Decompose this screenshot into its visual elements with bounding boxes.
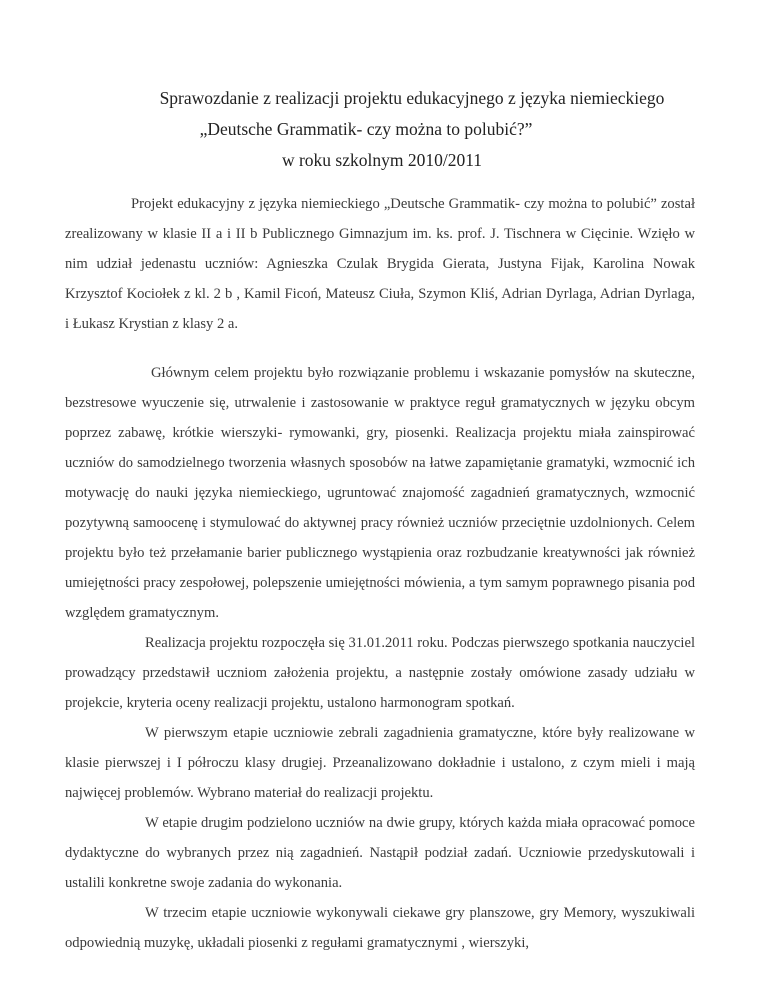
paragraph-participants: Projekt edukacyjny z języka niemieckiego „Deutsche Grammatik- czy można to polubić” został zrealizowany w klasie II a i II b Publicznego Gimnazjum im. ks. prof. J. Tischnera w Cięcinie. Wzięło w nim udział jedenastu uczniów: Agnieszka Czulak Brygida Gierata, Justyna Fijak, Karolina Nowak Krzysztof Kociołek z kl. 2 b , Kamil Ficoń, Mateusz Ciuła, Szymon Kliś, Adrian Dyrlaga, Adrian Dyrlaga, i Łukasz Krystian z klasy 2 a. — [65, 196, 695, 332]
paragraph-goals: Głównym celem projektu było rozwiązanie problemu i wskazanie pomysłów na skuteczne, bezstresowe wyuczenie się, utrwalenie i zastosowanie w praktyce reguł gramatycznych w języku obcym poprzez zabawę, krótkie wierszyki- rymowanki, gry, piosenki. Realizacja projektu miała zainspirować uczniów do samodzielnego tworzenia własnych sposobów na łatwe zapamiętanie gramatyki, wzmocnić ich motywację do nauki języka niemieckiego, ugruntować znajomość zagadnień gramatycznych, wzmocnić pozytywną samoocenę i stymulować do aktywnej pracy również uczniów przeciętnie uzdolnionych. Celem projektu było też przełamanie barier publicznego wystąpienia oraz rozbudzanie kreatywności jak również umiejętności pracy zespołowej, polepszenie umiejętności mówienia, a tym samym poprawnego pisania pod względem gramatycznym. — [65, 365, 695, 621]
document-body — [65, 189, 695, 958]
paragraph-stage-2: W etapie drugim podzielono uczniów na dwie grupy, których każda miała opracować pomoce dydaktyczne do wybranych przez nią zagadnień. Nastąpił podział zadań. Uczniowie przedyskutowali i ustalili konkretne swoje zadania do wykonania. — [65, 815, 695, 891]
paragraph-start: Realizacja projektu rozpoczęła się 31.01.2011 roku. Podczas pierwszego spotkania nauczyciel prowadzący przedstawił uczniom założenia projektu, a następnie zostały omówione zasady udziału w projekcie, kryteria oceny realizacji projektu, ustalono harmonogram spotkań. — [65, 635, 695, 711]
paragraph-stage-3: W trzecim etapie uczniowie wykonywali ciekawe gry planszowe, gry Memory, wyszukiwali odpowiednią muzykę, układali piosenki z regułami gramatycznymi , wierszyki, — [65, 905, 695, 951]
school-year: w roku szkolnym 2010/2011 — [281, 150, 483, 170]
report-title: Sprawozdanie z realizacji projektu edukacyjnego z języka niemieckiego — [159, 88, 665, 108]
paragraph-stage-1: W pierwszym etapie uczniowie zebrali zagadnienia gramatyczne, które były realizowane w klasie pierwszej i I półroczu klasy drugiej. Przeanalizowano dokładnie i ustalono, z czym mieli i mają najwięcej problemów. Wybrano materiał do realizacji projektu. — [65, 725, 695, 801]
project-name: „Deutsche Grammatik- czy można to polubić?” — [199, 119, 533, 139]
